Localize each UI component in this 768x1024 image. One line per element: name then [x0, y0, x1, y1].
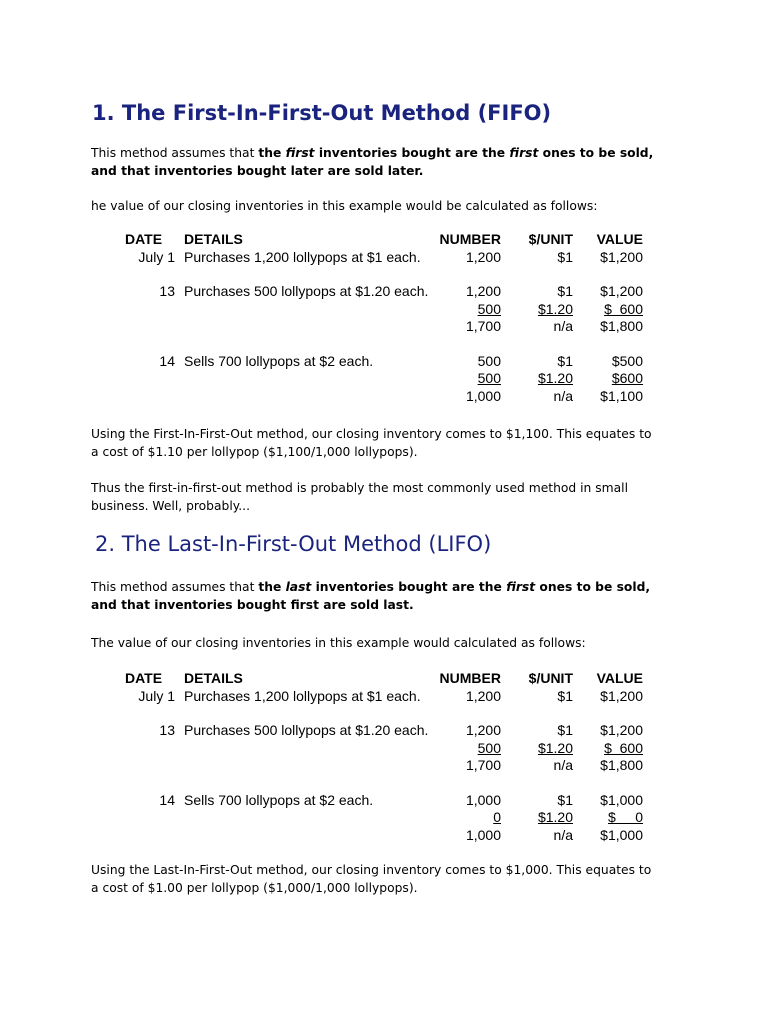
table-row: July 1 Purchases 1,200 lollypops at $1 each. 1,200 $1 $1,200 — [138, 248, 643, 265]
table-row: 500 $1.20 $ 600 — [477, 739, 643, 756]
col-date-header: DATE — [125, 670, 163, 686]
table-row: 13 Purchases 500 lollypops at $1.20 each. 1,200 $1 $1,200 — [159, 283, 643, 299]
table-row: 1,000 n/a $1,000 — [465, 826, 643, 843]
table-header-row — [125, 231, 655, 249]
col-number-header: NUMBER — [439, 670, 501, 686]
fifo-result: Using the First-In-First-Out method, our closing inventory comes to $1,100. This equates to a cost of $1.10 per lollypop ($1,100/1,000 lollypops). — [91, 427, 652, 459]
table-row: 14 Sells 700 lollypops at $2 each. 1,000 $1 $1,000 — [159, 791, 643, 808]
lifo-result: Using the Last-In-First-Out method, our closing inventory comes to $1,000. This equates to a cost of $1.00 per lollypop ($1,000/1,000 lollypops). — [91, 863, 652, 895]
table-row: 14 Sells 700 lollypops at $2 each. 500 $1 $500 — [159, 352, 643, 369]
lifo-heading: 2. The Last-In-First-Out Method (LIFO) — [95, 532, 492, 556]
table-row: July 1 Purchases 1,200 lollypops at $1 each. 1,200 $1 $1,200 — [138, 687, 643, 704]
col-details-header: DETAILS — [184, 670, 243, 686]
table-row: 0 $1.20 $ 0 — [493, 809, 643, 825]
table-row: 500 $1.20 $ 600 — [477, 300, 643, 317]
table-row: 13 Purchases 500 lollypops at $1.20 each. 1,200 $1 $1,200 — [159, 722, 643, 738]
table-row: 1,700 n/a $1,800 — [465, 757, 643, 773]
fifo-heading: 1. The First-In-First-Out Method (FIFO) — [92, 101, 552, 125]
col-number-header: NUMBER — [439, 231, 501, 247]
table-row: 500 $1.20 $600 — [477, 370, 643, 386]
lifo-intro: This method assumes that the last inventories bought are the first ones to be sold, and that inventories bought first are sold last. — [91, 580, 651, 612]
lifo-table — [125, 670, 655, 844]
fifo-conclusion: Thus the first-in-first-out method is probably the most commonly used method in small business. Well, probably... — [91, 481, 628, 513]
lifo-calc-intro: The value of our closing inventories in this example would calculated as follows: — [91, 636, 586, 650]
col-value-header: VALUE — [596, 670, 643, 686]
col-date-header: DATE — [125, 231, 163, 247]
fifo-intro: This method assumes that the first inventories bought are the first ones to be sold, and that inventories bought later are sold later. — [91, 146, 654, 178]
table-row: 1,000 n/a $1,100 — [465, 387, 643, 404]
col-value-header: VALUE — [596, 231, 643, 247]
table-header-row — [125, 670, 655, 688]
fifo-table — [125, 231, 655, 405]
fifo-calc-intro: he value of our closing inventories in this example would be calculated as follows: — [91, 199, 598, 213]
table-row: 1,700 n/a $1,800 — [465, 318, 643, 334]
col-unit-header: $/UNIT — [528, 670, 573, 686]
col-unit-header: $/UNIT — [528, 231, 573, 247]
col-details-header: DETAILS — [184, 231, 243, 247]
